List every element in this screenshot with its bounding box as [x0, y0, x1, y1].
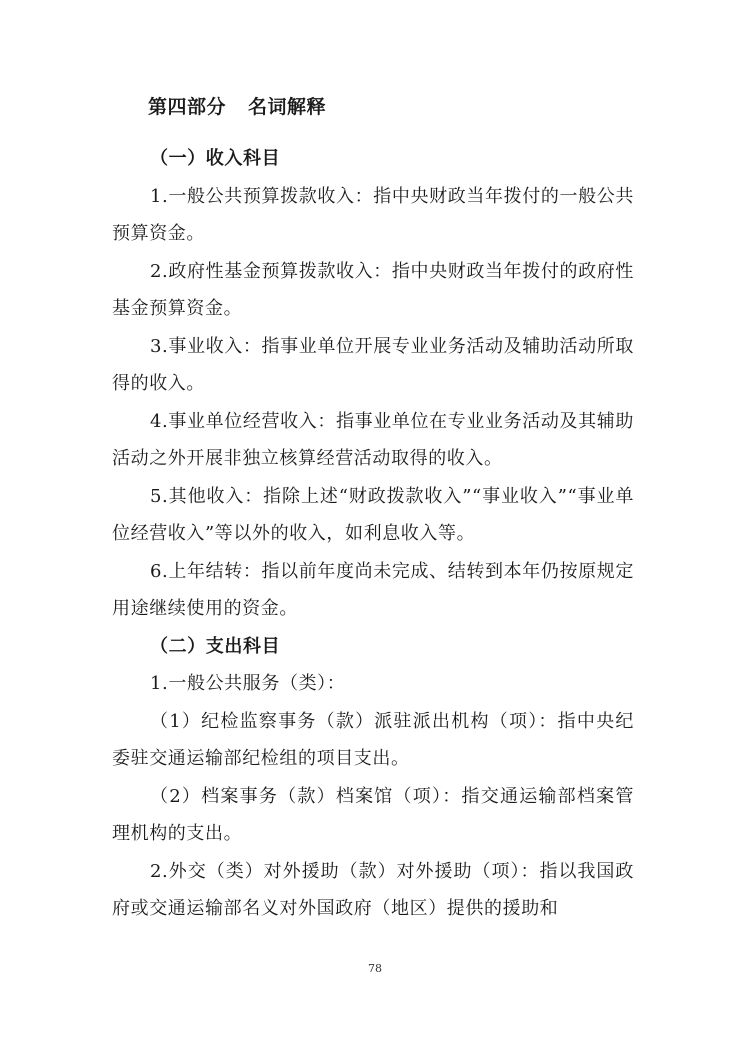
title-part: 第四部分 — [148, 96, 227, 118]
page-title — [148, 92, 326, 119]
expense-item-1: 1.一般公共服务（类）： — [150, 673, 346, 694]
income-item-1: 1.一般公共预算拨款收入：指中央财政当年拨付的一般公共预算资金。 — [112, 185, 634, 244]
income-item-6: 6.上年结转：指以前年度尚未完成、结转到本年仍按原规定用途继续使用的资金。 — [112, 560, 634, 619]
income-item-4: 4.事业单位经营收入：指事业单位在专业业务活动及其辅助活动之外开展非独立核算经营活动取得的收入。 — [112, 410, 634, 469]
income-item-3: 3.事业收入：指事业单位开展专业业务活动及辅助活动所取得的收入。 — [112, 335, 634, 394]
expense-section-heading: （二）支出科目 — [150, 635, 281, 657]
expense-item-1-2: （2）档案事务（款）档案馆（项）：指交通运输部档案管理机构的支出。 — [112, 785, 634, 844]
income-section-heading: （一）收入科目 — [150, 148, 281, 169]
income-item-2: 2.政府性基金预算拨款收入：指中央财政当年拨付的政府性基金预算资金。 — [112, 260, 634, 319]
title-name: 名词解释 — [248, 96, 327, 118]
income-item-5: 5.其他收入：指除上述“财政拨款收入”“事业收入”“事业单位经营收入”等以外的收入，如利息收入等。 — [112, 485, 634, 544]
expense-item-1-1: （1）纪检监察事务（款）派驻派出机构（项）：指中央纪委驻交通运输部纪检组的项目支出。 — [112, 710, 634, 769]
expense-item-2: 2.外交（类）对外援助（款）对外援助（项）：指以我国政府或交通运输部名义对外国政府（地区）提供的援助和 — [112, 860, 634, 919]
document-body — [112, 140, 634, 928]
page-number: 78 — [368, 962, 382, 975]
